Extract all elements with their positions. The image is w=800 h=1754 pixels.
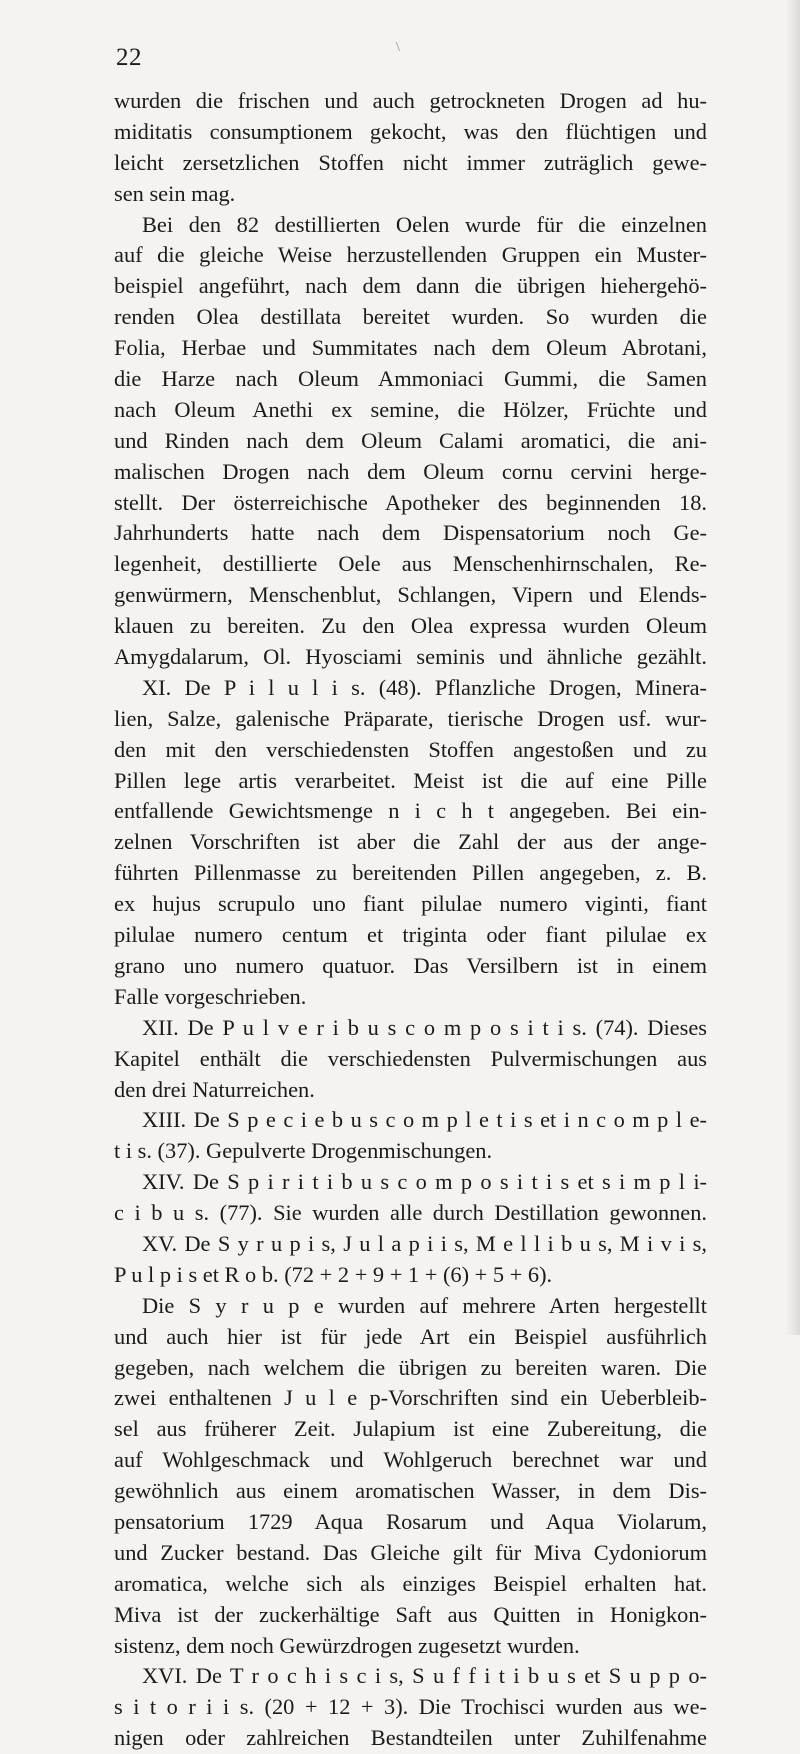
text-line: den mit den verschiedensten Stoffen angestoßen und zu <box>114 736 707 762</box>
text-line: P u l p i s et R o b. (72 + 2 + 9 + 1 + (6) + 5 + 6). <box>114 1261 553 1287</box>
text-line: grano uno numero quatuor. Das Versilbern ist in einem <box>114 952 707 978</box>
text-line: sel aus früherer Zeit. Julapium ist eine Zubereitung, die <box>114 1416 707 1442</box>
text-line: aromatica, welche sich als einziges Beispiel erhalten hat. <box>114 1570 707 1596</box>
text-line: c i b u s. (77). Sie wurden alle durch Destillation gewonnen. <box>114 1200 707 1226</box>
text-line: wurden die frischen und auch getrockneten Drogen ad hu- <box>114 88 707 113</box>
page-edge-shadow <box>786 0 800 1335</box>
text-line: stellt. Der österreichische Apotheker des beginnenden 18. <box>114 489 707 515</box>
text-line: zwei enthaltenen J u l e p-Vorschriften sind ein Ueberbleib- <box>114 1385 707 1411</box>
text-line: und Zucker bestand. Das Gleiche gilt für Miva Cydoniorum <box>114 1539 707 1565</box>
text-line: genwürmern, Menschenblut, Schlangen, Vipern und Elends- <box>114 582 707 608</box>
text-line: Pillen lege artis verarbeitet. Meist ist die auf eine Pille <box>114 767 707 793</box>
text-line: miditatis consumptionem gekocht, was den flüchtigen und <box>114 118 707 144</box>
text-line: XIV. De S p i r i t i b u s c o m p o s i t i s et s i m p l i- <box>142 1169 707 1195</box>
text-line: auf die gleiche Weise herzustellenden Gruppen ein Muster- <box>114 242 707 268</box>
text-line: Jahrhunderts hatte nach dem Dispensatorium noch Ge- <box>114 520 707 546</box>
text-line: lien, Salze, galenische Präparate, tierische Drogen usf. wur- <box>114 705 707 731</box>
text-line: Bei den 82 destillierten Oelen wurde für die einzelnen <box>142 211 707 237</box>
text-line: renden Olea destillata bereitet wurden. So wurden die <box>114 304 707 330</box>
text-line: die Harze nach Oleum Ammoniaci Gummi, die Samen <box>114 366 707 392</box>
text-line: Miva ist der zuckerhältige Saft aus Quitten in Honigkon- <box>114 1601 707 1627</box>
text-line: Folia, Herbae und Summitates nach dem Oleum Abrotani, <box>114 335 707 361</box>
text-line: und auch hier ist für jede Art ein Beispiel ausführlich <box>114 1323 707 1349</box>
text-line: auf Wohlgeschmack und Wohlgeruch berechnet war und <box>114 1447 707 1473</box>
text-line: ex hujus scrupulo uno fiant pilulae numero viginti, fiant <box>114 891 707 917</box>
text-line: gewöhnlich aus einem aromatischen Wasser, in dem Dis- <box>114 1478 707 1504</box>
text-line: XIII. De S p e c i e b u s c o m p l e t i s et i n c o m p l e- <box>142 1107 707 1133</box>
text-line: Amygdalarum, Ol. Hyosciami seminis und ähnliche gezählt. <box>114 644 707 670</box>
text-line: sen sein mag. <box>114 180 236 206</box>
page-number: 22 <box>116 44 142 71</box>
text-line: sistenz, dem noch Gewürzdrogen zugesetzt wurden. <box>114 1632 580 1658</box>
text-line: gegeben, nach welchem die übrigen zu bereiten waren. Die <box>114 1354 707 1380</box>
text-line: XI. De P i l u l i s. (48). Pflanzliche Drogen, Minera- <box>142 674 707 700</box>
text-line: Die S y r u p e wurden auf mehrere Arten hergestellt <box>142 1292 707 1318</box>
text-line: XII. De P u l v e r i b u s c o m p o s i t i s. (74). Dieses <box>142 1014 707 1040</box>
text-line: und Rinden nach dem Oleum Calami aromatici, die ani- <box>114 427 707 453</box>
text-line: klauen zu bereiten. Zu den Olea expressa wurden Oleum <box>114 613 707 639</box>
text-line: leicht zersetzlichen Stoffen nicht immer zuträglich gewe- <box>114 149 707 175</box>
text-line: t i s. (37). Gepulverte Drogenmischungen. <box>114 1138 493 1164</box>
text-line: XVI. De T r o c h i s c i s, S u f f i t i b u s et S u p p o- <box>142 1663 707 1689</box>
text-line: nigen oder zahlreichen Bestandteilen unter Zuhilfenahme <box>114 1725 707 1751</box>
text-line: Falle vorgeschrieben. <box>114 983 307 1009</box>
text-line: s i t o r i i s. (20 + 12 + 3). Die Trochisci wurden aus we- <box>114 1694 707 1720</box>
text-line: pensatorium 1729 Aqua Rosarum und Aqua Violarum, <box>114 1508 707 1534</box>
text-line: Kapitel enthält die verschiedensten Pulvermischungen aus <box>114 1045 707 1071</box>
text-line: den drei Naturreichen. <box>114 1076 315 1102</box>
text-line: pilulae numero centum et triginta oder fiant pilulae ex <box>114 922 707 948</box>
body-text <box>114 86 707 1754</box>
text-line: malischen Drogen nach dem Oleum cornu cervini herge- <box>114 458 707 484</box>
fold-mark: \ <box>396 40 400 55</box>
text-line: entfallende Gewichtsmenge n i c h t angegeben. Bei ein- <box>114 798 707 824</box>
text-line: führten Pillenmasse zu bereitenden Pillen angegeben, z. B. <box>114 860 707 886</box>
text-line: legenheit, destillierte Oele aus Menschenhirnschalen, Re- <box>114 551 707 577</box>
text-line: beispiel angeführt, nach dem dann die übrigen hiehergehö- <box>114 273 707 299</box>
text-line: nach Oleum Anethi ex semine, die Hölzer, Früchte und <box>114 396 707 422</box>
text-line: XV. De S y r u p i s, J u l a p i i s, M e l l i b u s, M i v i s, <box>142 1230 707 1256</box>
text-line: zelnen Vorschriften ist aber die Zahl der aus der ange- <box>114 829 707 855</box>
